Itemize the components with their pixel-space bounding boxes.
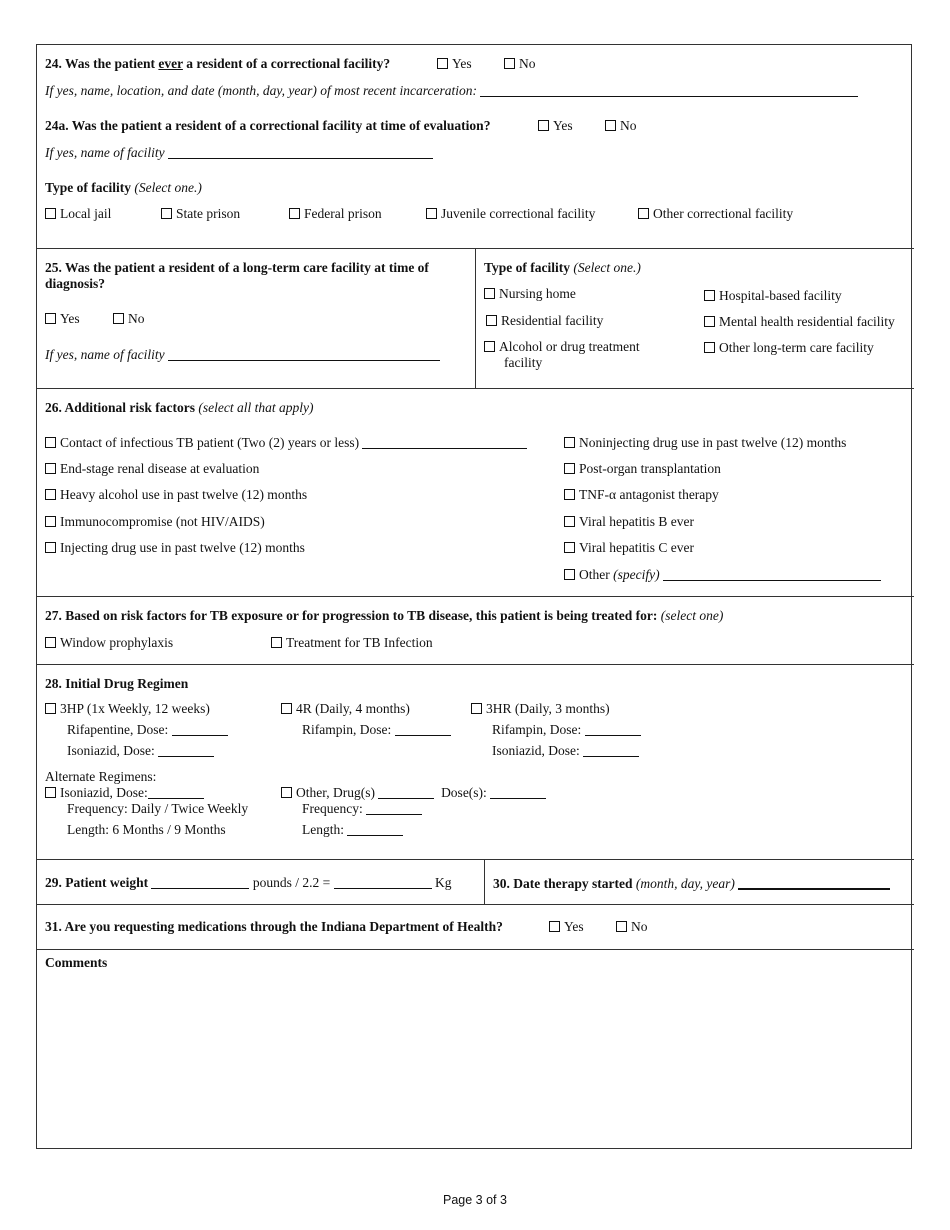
q25-yes-checkbox[interactable] <box>45 313 56 324</box>
q28-alternate-heading: Alternate Regimens: <box>45 769 157 784</box>
q28-alt-isoniazid-length: Length: 6 Months / 9 Months <box>67 822 226 837</box>
q24-yes-option[interactable]: Yes <box>437 56 472 72</box>
checkbox[interactable] <box>45 437 56 448</box>
q26-option-contact[interactable]: Contact of infectious TB patient (Two (2) years or less) <box>45 435 527 451</box>
divider-q29-q31 <box>36 904 914 905</box>
q26-option-alcohol[interactable]: Heavy alcohol use in past twelve (12) months <box>45 487 307 503</box>
divider-q28-q29 <box>36 859 914 860</box>
q25-no-checkbox[interactable] <box>113 313 124 324</box>
q28-alt-other-length[interactable]: Length: <box>302 822 403 838</box>
divider-q25-columns <box>475 248 476 388</box>
checkbox[interactable] <box>289 208 300 219</box>
q28-3hp-rifapentine-field[interactable]: Rifapentine, Dose: <box>67 722 228 738</box>
checkbox[interactable] <box>564 437 575 448</box>
q28-alt-other-frequency[interactable]: Frequency: <box>302 801 422 817</box>
divider-q29-q30 <box>484 859 485 904</box>
q26-option-immunocompromise[interactable]: Immunocompromise (not HIV/AIDS) <box>45 514 265 530</box>
q31-no-option[interactable]: No <box>616 919 648 935</box>
q26-option-renal[interactable]: End-stage renal disease at evaluation <box>45 461 259 477</box>
q28-3hr-isoniazid-field[interactable]: Isoniazid, Dose: <box>492 743 639 759</box>
q25-option-hospital[interactable]: Hospital-based facility <box>704 288 842 304</box>
checkbox[interactable] <box>45 489 56 500</box>
q26-option-other[interactable]: Other (specify) <box>564 567 881 583</box>
checkbox[interactable] <box>564 463 575 474</box>
checkbox[interactable] <box>564 542 575 553</box>
q24a-option-juvenile[interactable]: Juvenile correctional facility <box>426 206 595 222</box>
q24a-label: 24a. Was the patient a resident of a correctional facility at time of evaluation? <box>45 118 491 133</box>
q24-no-checkbox[interactable] <box>504 58 515 69</box>
q24-incarceration-field[interactable]: If yes, name, location, and date (month, day, year) of most recent incarceration: <box>45 83 858 99</box>
q25-type-heading: Type of facility (Select one.) <box>484 260 641 275</box>
q26-option-noninjecting[interactable]: Noninjecting drug use in past twelve (12) months <box>564 435 846 451</box>
checkbox[interactable] <box>564 489 575 500</box>
q25-option-mental-health[interactable]: Mental health residential facility <box>704 314 895 330</box>
q28-alt-isoniazid-frequency: Frequency: Daily / Twice Weekly <box>67 801 249 816</box>
q25-option-other-ltc[interactable]: Other long-term care facility <box>704 340 874 356</box>
q31-yes-option[interactable]: Yes <box>549 919 584 935</box>
checkbox[interactable] <box>704 342 715 353</box>
q24a-no-option[interactable]: No <box>605 118 637 134</box>
q28-3hp-isoniazid-field[interactable]: Isoniazid, Dose: <box>67 743 214 759</box>
q26-option-hep-c[interactable]: Viral hepatitis C ever <box>564 540 694 556</box>
q25-yes-option[interactable]: Yes <box>45 311 80 327</box>
checkbox[interactable] <box>484 341 495 352</box>
q24-yes-checkbox[interactable] <box>437 58 448 69</box>
checkbox[interactable] <box>45 463 56 474</box>
q25-label-line1: 25. Was the patient a resident of a long-term care facility at time of <box>45 260 429 275</box>
q24a-option-local-jail[interactable]: Local jail <box>45 206 111 222</box>
q25-facility-field[interactable]: If yes, name of facility <box>45 347 440 363</box>
q28-regimen-3hp[interactable]: 3HP (1x Weekly, 12 weeks) <box>45 701 210 717</box>
checkbox[interactable] <box>281 787 292 798</box>
checkbox[interactable] <box>45 516 56 527</box>
q28-regimen-3hr[interactable]: 3HR (Daily, 3 months) <box>471 701 610 717</box>
q25-option-alcohol-drug-cont: facility <box>504 355 543 370</box>
divider-q25-q26 <box>36 388 914 389</box>
checkbox[interactable] <box>45 637 56 648</box>
checkbox[interactable] <box>704 290 715 301</box>
checkbox[interactable] <box>471 703 482 714</box>
divider-q26-q27 <box>36 596 914 597</box>
q26-option-injecting[interactable]: Injecting drug use in past twelve (12) months <box>45 540 305 556</box>
checkbox[interactable] <box>281 703 292 714</box>
checkbox[interactable] <box>426 208 437 219</box>
checkbox[interactable] <box>271 637 282 648</box>
comments-label: Comments <box>45 955 108 970</box>
checkbox[interactable] <box>638 208 649 219</box>
q24a-option-federal-prison[interactable]: Federal prison <box>289 206 382 222</box>
q25-option-nursing-home[interactable]: Nursing home <box>484 286 576 302</box>
checkbox[interactable] <box>45 542 56 553</box>
q31-no-checkbox[interactable] <box>616 921 627 932</box>
q24a-yes-option[interactable]: Yes <box>538 118 573 134</box>
q25-option-alcohol-drug[interactable]: Alcohol or drug treatment <box>484 339 640 355</box>
comments-area[interactable] <box>40 975 908 1145</box>
divider-q31-comments <box>36 949 914 950</box>
q31-label: 31. Are you requesting medications through the Indiana Department of Health? <box>45 919 503 934</box>
q25-option-residential[interactable]: Residential facility <box>486 313 603 329</box>
q30-date-field[interactable]: 30. Date therapy started (month, day, year) <box>493 876 890 892</box>
q26-option-transplant[interactable]: Post-organ transplantation <box>564 461 721 477</box>
checkbox[interactable] <box>564 516 575 527</box>
q25-label-line2: diagnosis? <box>45 276 106 291</box>
q31-yes-checkbox[interactable] <box>549 921 560 932</box>
q27-option-window[interactable]: Window prophylaxis <box>45 635 173 651</box>
checkbox[interactable] <box>486 315 497 326</box>
checkbox[interactable] <box>704 316 715 327</box>
checkbox[interactable] <box>161 208 172 219</box>
q24a-type-heading: Type of facility (Select one.) <box>45 180 202 195</box>
q26-option-tnf[interactable]: TNF-α antagonist therapy <box>564 487 719 503</box>
q24a-yes-checkbox[interactable] <box>538 120 549 131</box>
q28-4r-rifampin-field[interactable]: Rifampin, Dose: <box>302 722 451 738</box>
q28-regimen-4r[interactable]: 4R (Daily, 4 months) <box>281 701 410 717</box>
q28-alt-other[interactable]: Other, Drug(s) Dose(s): <box>281 785 546 801</box>
checkbox[interactable] <box>45 787 56 798</box>
checkbox[interactable] <box>564 569 575 580</box>
q28-3hr-rifampin-field[interactable]: Rifampin, Dose: <box>492 722 641 738</box>
q24-label: 24. Was the patient ever a resident of a correctional facility? <box>45 56 391 71</box>
page-number: Page 3 of 3 <box>443 1193 507 1207</box>
q28-alt-isoniazid[interactable]: Isoniazid, Dose: <box>45 785 204 801</box>
q27-option-treatment[interactable]: Treatment for TB Infection <box>271 635 433 651</box>
q28-heading: 28. Initial Drug Regimen <box>45 676 189 691</box>
q27-heading: 27. Based on risk factors for TB exposure or for progression to TB disease, this patient is being treated for: (select one) <box>45 608 724 623</box>
q24a-no-checkbox[interactable] <box>605 120 616 131</box>
checkbox[interactable] <box>45 208 56 219</box>
q25-no-option[interactable]: No <box>113 311 145 327</box>
q29-weight-field[interactable]: 29. Patient weight pounds / 2.2 = Kg <box>45 875 452 890</box>
checkbox[interactable] <box>484 288 495 299</box>
q24a-option-other[interactable]: Other correctional facility <box>638 206 793 222</box>
divider-q27-q28 <box>36 664 914 665</box>
q24-no-option[interactable]: No <box>504 56 536 72</box>
q26-option-hep-b[interactable]: Viral hepatitis B ever <box>564 514 694 530</box>
q24a-facility-field[interactable]: If yes, name of facility <box>45 145 433 161</box>
q24a-option-state-prison[interactable]: State prison <box>161 206 240 222</box>
q26-heading: 26. Additional risk factors (select all that apply) <box>45 400 314 415</box>
checkbox[interactable] <box>45 703 56 714</box>
